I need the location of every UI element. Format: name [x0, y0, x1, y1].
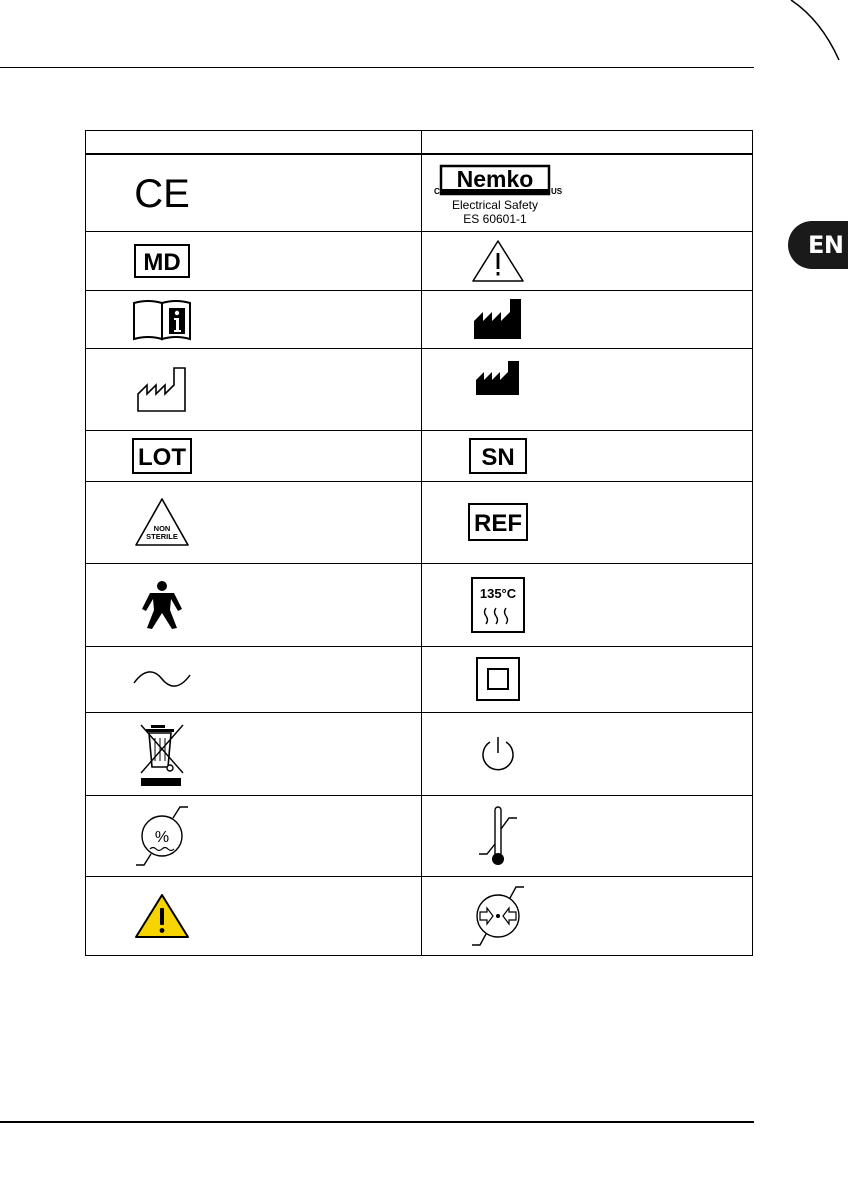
nemko-name-text: Nemko: [456, 165, 534, 192]
nemko-c-text: C: [434, 186, 440, 196]
symbol-cell: [86, 712, 422, 795]
symbol-cell: [422, 290, 753, 348]
serial-number-icon: [462, 437, 534, 475]
symbol-cell: [86, 290, 422, 348]
sn-text: SN: [481, 443, 515, 471]
sterilization-temperature-icon: [462, 576, 534, 634]
weee-disposal-icon: [126, 721, 198, 787]
ce-text: CE: [134, 171, 190, 216]
nemko-mark-icon: [426, 160, 576, 226]
symbol-cell: [86, 563, 422, 646]
table-header-row: [86, 131, 753, 155]
symbol-cell: [422, 712, 753, 795]
symbol-cell: [422, 348, 753, 430]
symbol-cell: [86, 348, 422, 430]
table-header-cell: [86, 131, 422, 155]
table-row: [86, 646, 753, 712]
table-row: [86, 795, 753, 876]
table-row: [86, 481, 753, 563]
symbol-cell: [86, 481, 422, 563]
lot-text: LOT: [138, 443, 186, 471]
alternating-current-icon: [126, 669, 198, 689]
language-tab: EN: [788, 221, 848, 269]
table-header-cell: [422, 131, 753, 155]
ce-mark-icon: [126, 171, 198, 216]
table-row: [86, 231, 753, 290]
footer-rule: [0, 1121, 754, 1123]
nemko-line2-text: ES 60601-1: [463, 211, 527, 226]
general-warning-icon: [126, 892, 198, 940]
class-ii-equipment-icon: [462, 656, 534, 702]
table-row: [86, 348, 753, 430]
atmospheric-pressure-limit-icon: [462, 884, 534, 948]
nemko-line1-text: Electrical Safety: [451, 197, 539, 212]
caution-icon: [462, 238, 534, 284]
header-rule: [0, 67, 754, 68]
type-b-applied-part-icon: [126, 580, 198, 630]
table-row: [86, 430, 753, 481]
table-row: [86, 290, 753, 348]
manufacturer-icon: [462, 297, 534, 341]
symbol-cell: [86, 795, 422, 876]
symbol-cell: [422, 646, 753, 712]
nemko-us-text: US: [551, 186, 563, 196]
manufacturer-icon: [462, 359, 534, 397]
power-standby-icon: [462, 734, 534, 774]
sterile-text: STERILE: [146, 532, 178, 541]
consult-instructions-icon: [126, 297, 198, 341]
symbol-cell: [86, 231, 422, 290]
symbol-cell: [422, 795, 753, 876]
symbol-cell: [422, 876, 753, 955]
symbol-cell: [422, 430, 753, 481]
table-row: [86, 563, 753, 646]
table-row: [86, 876, 753, 955]
date-of-manufacture-icon: [126, 364, 198, 414]
temperature-limit-icon: [462, 804, 534, 868]
temp-text: 135°C: [479, 585, 517, 601]
table-row: [86, 712, 753, 795]
symbol-cell: [422, 154, 753, 231]
symbol-cell: [86, 154, 422, 231]
symbol-cell: [422, 231, 753, 290]
page-corner-crop-mark: [791, 0, 839, 60]
lot-number-icon: [126, 437, 198, 475]
symbol-cell: [86, 646, 422, 712]
symbol-cell: [422, 563, 753, 646]
non-sterile-icon: [126, 496, 198, 548]
symbol-cell: [86, 876, 422, 955]
table-row: [86, 154, 753, 231]
symbol-cell: [86, 430, 422, 481]
md-text: MD: [143, 248, 181, 276]
medical-device-icon: [126, 243, 198, 279]
ref-text: REF: [474, 510, 522, 537]
symbols-table: [85, 130, 753, 956]
symbol-cell: [422, 481, 753, 563]
reference-number-icon: [462, 502, 534, 542]
non-text: NON: [153, 524, 171, 533]
humidity-percent-text: %: [154, 828, 170, 846]
humidity-limit-icon: [126, 804, 198, 868]
